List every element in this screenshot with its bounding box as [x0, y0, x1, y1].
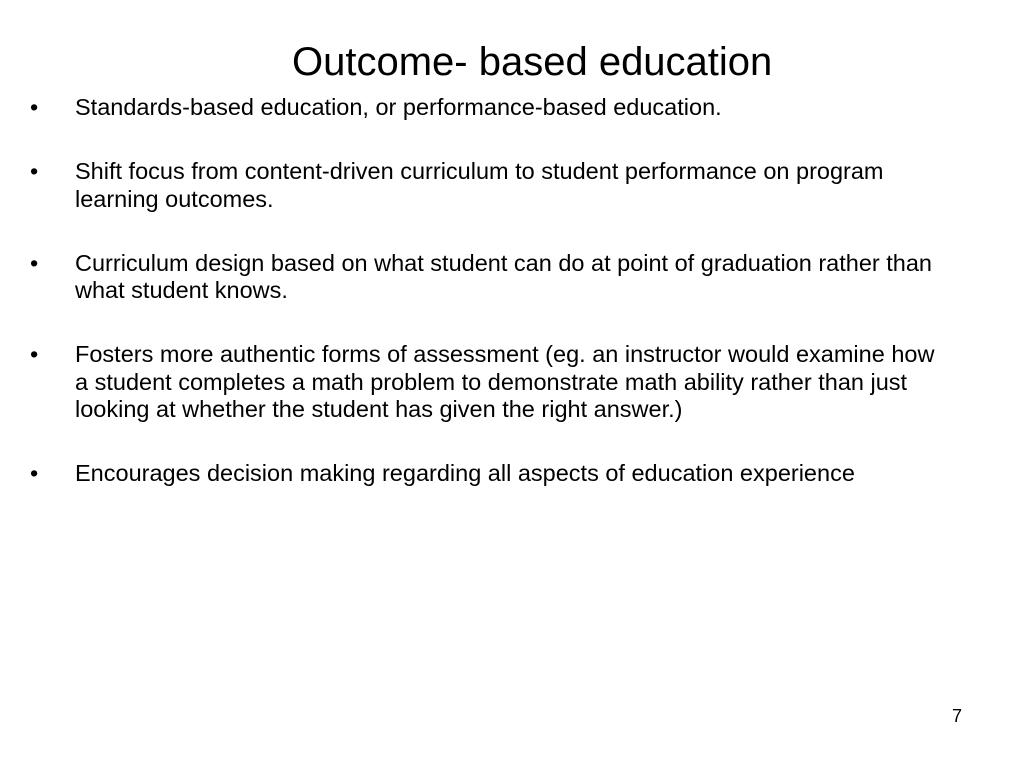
bullet-item	[30, 250, 950, 305]
bullet-icon: •	[30, 249, 39, 276]
bullet-item	[30, 158, 950, 213]
bullet-item	[30, 94, 950, 122]
bullet-item	[30, 460, 950, 488]
bullet-text: Shift focus from content-driven curriculum to student performance on program learning outcomes.	[75, 158, 884, 212]
bullet-text: Fosters more authentic forms of assessment (eg. an instructor would examine how a student completes a math problem to demonstrate math ability rather than just looking at whether the student has given the right answer.)	[75, 341, 935, 422]
slide-title: Outcome- based education	[292, 40, 773, 84]
bullet-text: Curriculum design based on what student can do at point of graduation rather than what student knows.	[75, 249, 932, 303]
bullet-icon: •	[30, 158, 39, 184]
bullet-item	[30, 341, 950, 424]
page-number: 7	[951, 706, 962, 726]
bullet-text: Standards-based education, or performance-based education.	[75, 94, 722, 120]
bullet-icon: •	[30, 460, 39, 486]
bullet-list	[30, 94, 950, 524]
bullet-icon: •	[30, 94, 39, 120]
bullet-icon: •	[30, 341, 39, 367]
bullet-text: Encourages decision making regarding all aspects of education experience	[75, 460, 855, 486]
